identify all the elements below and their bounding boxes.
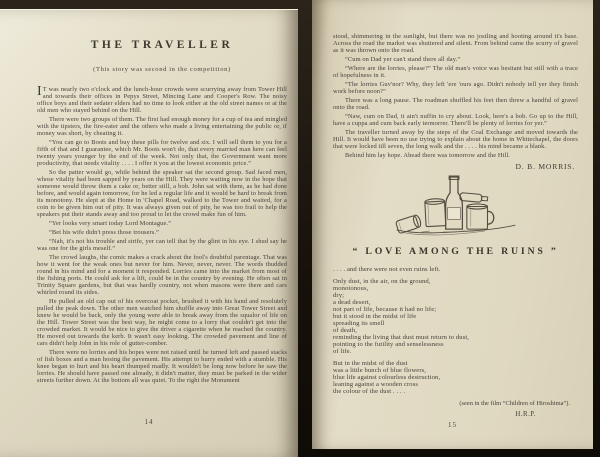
poem-author-initials: H.R.P. xyxy=(515,411,536,418)
poem-line: reminding the living that dust must return to dust, xyxy=(333,334,470,341)
poem-line: monotonous, xyxy=(333,285,369,292)
poem-line: But in the midst of the dust xyxy=(333,360,408,367)
bottle-label xyxy=(447,207,460,219)
story-dialogue-line: “Cum on Dad yer can't stand there all day.” xyxy=(345,56,461,63)
poem-stanza xyxy=(333,360,578,395)
story-paragraph xyxy=(37,86,287,114)
poem-line: was a little bunch of blue flowers, xyxy=(333,367,427,374)
story-paragraph: There were no lorries and his hopes were not raised until he turned left and passed stacks of fish boxes and a man hosing the pavement. His attempt to hurry ended with a stumble. His knee began to hurt and his heart thumped madly. It wouldn't be long now before he saw the lorries. He should have passed one already, it didn't matter, they must be parked in the wider streets further down. At the bottom all was quiet. To the right the Monument xyxy=(37,349,287,384)
author-byline: D. B. MORRIS. xyxy=(515,162,575,171)
story-subtitle: (This story was second in the competition) xyxy=(93,66,231,73)
bottle-still-life-sketch-svg xyxy=(392,175,520,237)
story-dialogue-line: “Bet his wife didn't press those trousers.” xyxy=(49,229,159,236)
poem-line: Only dust, in the air, on the ground, xyxy=(333,278,431,285)
story-dialogue-line: “The lorries Guv'nor? Why, they left 'ere 'ours ago. Didn't nobody tell yer they finish work before noon?” xyxy=(333,81,578,95)
story-paragraph: The traveller turned away by the steps of the Coal Exchange and moved towards the Hill. It would have been no use trying to explain about the home in Whitechapel, the doors that were locked till seven, the long walk and the . . . . his mind became a blank. xyxy=(333,129,578,150)
story-dialogue-line: “Where are the lorries, please?” The old man's voice was hesitant but still with a trace of hopefulness in it. xyxy=(333,65,578,79)
story-paragraph: So the patter would go, while behind the speaker sat the second group. Sad faced men, whose vitality had been sapped by years on the Hill. They were waiting now in the hope that someone would throw them a cake or, better still, a bob. John sat with them, as he had done before, and would again tomorrow, for he led a regular life and it would be hard to break from its monotony. He slept at the Home in 'Chapel Road, walked to the Tower and waited, for a coin to be given him out of pity. It was always given out of pity, he was too frail to help the speakers put their stands away and too proud to let the crowd make fun of him. xyxy=(37,169,287,218)
story-paragraph: The crowd laughs, the comic makes a crack about the fool's doubtful parentage. That was how it went for the weak ones but never for him. Never, never, never. The words thudded round in his mind and for a moment it responded. Lorries came into the market from most of the fishing ports. He could ask for a lift, could be in the country by evening. He often sat in Trinity Square gardens, but that was hardly country, not when masons were there and cars whirled round its sides. xyxy=(37,254,287,296)
story-paragraph-text: T was nearly two o'clock and the lunch-hour crowds were scurrying away from Tower Hill and towards their offices in Pepys Street, Mincing Lane and Cooper's Row. The noisy office boys and their sedater elders had no time to look either at the old street names or at the old men who stayed behind on the Hill. xyxy=(37,86,287,114)
poem-line: leaning against a wooden cross xyxy=(333,381,419,388)
book-page-right xyxy=(312,0,593,449)
page-number-14: 14 xyxy=(144,418,154,426)
poem-line: . . . . and there were not even ruins left. xyxy=(333,266,441,273)
left-page-content xyxy=(37,39,287,386)
left-mug xyxy=(424,198,445,226)
lying-flask xyxy=(459,193,487,203)
page-number-15: 15 xyxy=(448,421,457,429)
poem-line: a dead desert, xyxy=(333,299,371,306)
right-page-content xyxy=(333,33,578,418)
wine-bottle xyxy=(445,176,462,229)
poem-line: blue life against colourless destruction, xyxy=(333,374,441,381)
story-paragraph: stood, shimmering in the sunlight, but there was no jostling and hooting around it's base. Across the road the market was shuttered and silent. From behind came the scurry of gravel as it was thrown onto the road. xyxy=(333,33,578,54)
story-dialogue-line: “Nah, it's not his trouble and strife, yer can tell that by the glint in his eye. I shud say he was one for the girls meself.” xyxy=(37,238,287,252)
poem-line: spreading its smell xyxy=(333,320,385,327)
story-paragraph: There was a long pause. The roadman shuffled his feet then threw a handful of gravel onto the road. xyxy=(333,97,578,111)
poem-line: dry; xyxy=(333,292,345,299)
poem-line: but it stood in the midst of life xyxy=(333,313,417,320)
right-mug xyxy=(466,204,493,229)
story-dialogue-line: “Yer looks very smart today Lord Montague.” xyxy=(49,220,172,227)
poem-line: the colour of the dust . . . . xyxy=(333,388,406,395)
poem-stanza xyxy=(333,266,578,273)
poem-line: pointing to the futility and senselessness xyxy=(333,341,444,348)
story-dialogue-line: “Naw, cum on Dad, it ain't nuffin to cry about. Look, here's a bob. Go up to the Hill, have a cuppa and cum back early termorrer. There'll be plenty of lorries for yer.” xyxy=(333,113,578,127)
poem-title: “ LOVE AMONG THE RUINS ” xyxy=(352,246,559,257)
story-title: THE TRAVELLER xyxy=(90,39,234,51)
poem-citation: (seen in the film “Children of Hiroshima”). xyxy=(459,400,570,407)
drop-cap: I xyxy=(37,84,42,99)
bottle-still-life-illustration xyxy=(392,175,520,237)
poem-line: of death, xyxy=(333,327,357,334)
story-paragraph: There were two groups of them. The first had enough money for a cup of tea and mingled with the tipsters, the fire-eater and the others who made a living entertaining the public or, if money was short, by cheating it. xyxy=(37,116,287,137)
story-paragraph: “You can go to Boots and buy these pills for twelve and six. I will sell them to you for a fifth of that and I guarantee, which Mr. Boots won't do, that every married man here can feel twenty years younger by the end of the week. Not only that, the Government want more productivity, that needs vitality . . . . I offer it you at the lowest economic price.” xyxy=(37,139,287,167)
poem-line: of life. xyxy=(333,348,352,355)
poem-line: not part of life, because it had no life; xyxy=(333,306,437,313)
story-closing-line: Behind him lay hope. Ahead there was tomorrow and the Hill. xyxy=(345,152,510,159)
poem-stanza xyxy=(333,278,578,355)
story-paragraph: He pulled an old cap out of his overcoat pocket, brushed it with his hand and resolutely pulled the peak down. The other men watched him shuffle away into Great Tower Street and knew he would be back, only the young were able to break away from the squalor of life on the Hill. Tower Street was the best way, he might come to a lorry that couldn't get into the crowded market. It would be nice to give the driver a cigarette when he reached the country. He moved out towards the kerb. It wasn't easy looking. The crowded pavement and line of cars didn't help John in his role of gutter-comber. xyxy=(37,298,287,347)
book-page-left xyxy=(0,9,298,457)
